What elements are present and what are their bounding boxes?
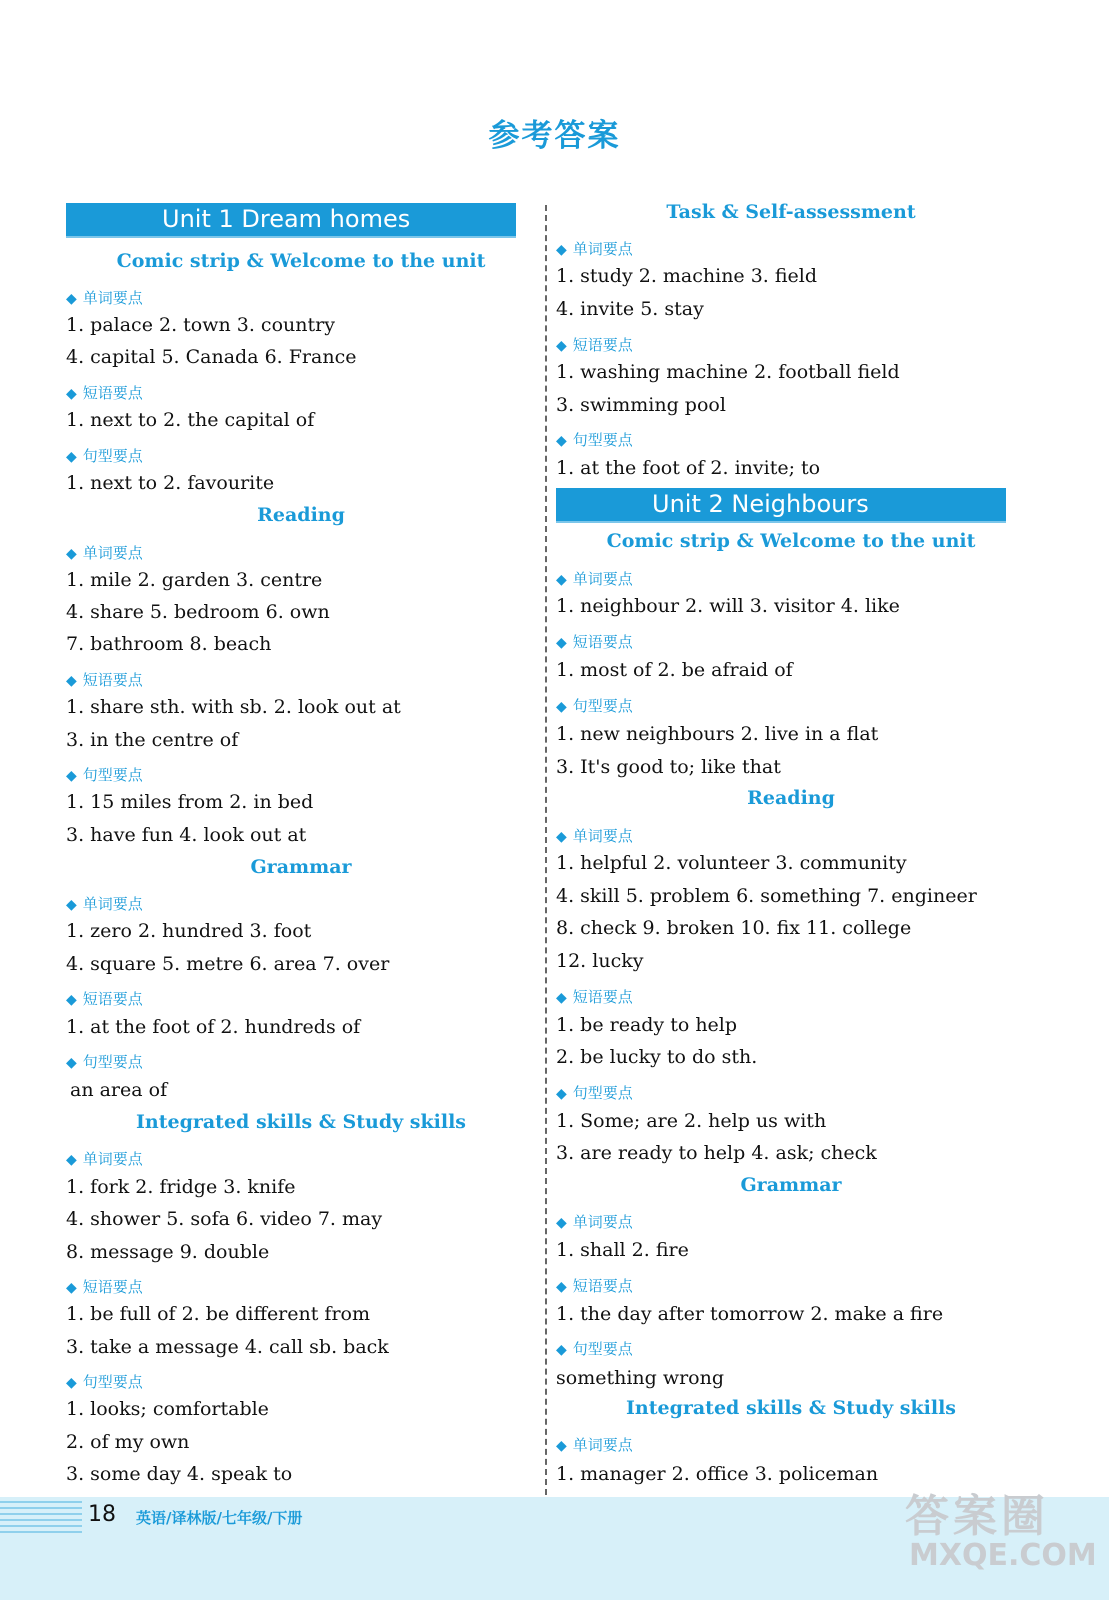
answer-line: 3. take a message 4. call sb. back	[66, 1336, 389, 1358]
answer-line: 1. most of 2. be afraid of	[556, 659, 793, 681]
diamond-icon: ◆	[556, 699, 567, 715]
answer-line: 3. swimming pool	[556, 394, 726, 416]
section-heading: Reading	[747, 787, 835, 809]
answer-line: 1. next to 2. favourite	[66, 472, 275, 494]
answer-line: 4. share 5. bedroom 6. own	[66, 601, 330, 623]
section-heading: Integrated skills & Study skills	[136, 1111, 466, 1133]
answer-line: 1. at the foot of 2. hundreds of	[66, 1016, 361, 1038]
answer-line: something wrong	[556, 1367, 725, 1389]
category-phrases: ◆ 短语要点	[556, 336, 633, 354]
watermark-logo	[905, 1480, 1095, 1590]
answer-line: 4. shower 5. sofa 6. video 7. may	[66, 1208, 383, 1230]
answer-line: 3. have fun 4. look out at	[66, 824, 307, 846]
diamond-icon: ◆	[66, 992, 77, 1008]
diamond-icon: ◆	[556, 829, 567, 845]
answer-line: 2. be lucky to do sth.	[556, 1046, 758, 1068]
answer-line: 1. study 2. machine 3. field	[556, 265, 818, 287]
answer-line: 1. at the foot of 2. invite; to	[556, 457, 821, 479]
answer-line: 1. palace 2. town 3. country	[66, 314, 335, 336]
answer-line: 1. manager 2. office 3. policeman	[556, 1463, 879, 1485]
diamond-icon: ◆	[556, 242, 567, 258]
answer-line: 4. invite 5. stay	[556, 298, 704, 320]
category-phrases: ◆ 短语要点	[556, 1277, 633, 1295]
category-sentences: ◆ 句型要点	[66, 1053, 143, 1071]
diamond-icon: ◆	[556, 1342, 567, 1358]
section-heading: Comic strip & Welcome to the unit	[606, 530, 976, 552]
category-phrases: ◆ 短语要点	[66, 671, 143, 689]
category-phrases: ◆ 短语要点	[66, 384, 143, 402]
category-sentences: ◆ 句型要点	[556, 697, 633, 715]
category-sentences: ◆ 句型要点	[556, 1340, 633, 1358]
category-sentences: ◆ 句型要点	[66, 447, 143, 465]
answer-line: 1. share sth. with sb. 2. look out at	[66, 696, 401, 718]
diamond-icon: ◆	[66, 897, 77, 913]
answer-line: 12. lucky	[556, 950, 644, 972]
answer-line: 3. are ready to help 4. ask; check	[556, 1142, 877, 1164]
column-divider	[545, 205, 547, 1495]
diamond-icon: ◆	[556, 572, 567, 588]
page-title: 参考答案	[488, 118, 621, 154]
answer-line: 3. some day 4. speak to	[66, 1463, 293, 1485]
section-heading: Grammar	[740, 1174, 842, 1196]
answer-line: 4. skill 5. problem 6. something 7. engineer	[556, 885, 977, 907]
section-heading: Comic strip & Welcome to the unit	[116, 250, 486, 272]
diamond-icon: ◆	[556, 1215, 567, 1231]
page-number: 18	[88, 1502, 116, 1527]
diamond-icon: ◆	[556, 635, 567, 651]
category-sentences: ◆ 句型要点	[66, 1373, 143, 1391]
category-words: ◆ 单词要点	[556, 1436, 633, 1454]
footer-stripes	[0, 1497, 82, 1537]
diamond-icon: ◆	[66, 546, 77, 562]
answer-line: 1. fork 2. fridge 3. knife	[66, 1176, 296, 1198]
answer-line: 4. capital 5. Canada 6. France	[66, 346, 357, 368]
category-phrases: ◆ 短语要点	[66, 990, 143, 1008]
answer-line: 1. 15 miles from 2. in bed	[66, 791, 314, 813]
diamond-icon: ◆	[556, 1086, 567, 1102]
answer-line: 1. neighbour 2. will 3. visitor 4. like	[556, 595, 900, 617]
answer-line: 8. check 9. broken 10. fix 11. college	[556, 917, 912, 939]
answer-line: 1. new neighbours 2. live in a flat	[556, 723, 879, 745]
answer-line: 1. the day after tomorrow 2. make a fire	[556, 1303, 944, 1325]
section-heading: Reading	[257, 504, 345, 526]
category-words: ◆ 单词要点	[66, 289, 143, 307]
diamond-icon: ◆	[556, 433, 567, 449]
answer-line: 2. of my own	[66, 1431, 190, 1453]
category-sentences: ◆ 句型要点	[556, 431, 633, 449]
watermark-bottom: MXQE.COM	[909, 1538, 1097, 1573]
category-words: ◆ 单词要点	[66, 895, 143, 913]
answer-line: 1. zero 2. hundred 3. foot	[66, 920, 312, 942]
diamond-icon: ◆	[556, 1279, 567, 1295]
category-sentences: ◆ 句型要点	[556, 1084, 633, 1102]
category-sentences: ◆ 句型要点	[66, 766, 143, 784]
answer-line: 8. message 9. double	[66, 1241, 270, 1263]
diamond-icon: ◆	[66, 768, 77, 784]
answer-line: 1. shall 2. fire	[556, 1239, 689, 1261]
category-words: ◆ 单词要点	[556, 827, 633, 845]
answer-line: 1. Some; are 2. help us with	[556, 1110, 827, 1132]
answer-line: 1. looks; comfortable	[66, 1398, 269, 1420]
answer-line: 1. helpful 2. volunteer 3. community	[556, 852, 907, 874]
diamond-icon: ◆	[66, 449, 77, 465]
answer-line: 1. mile 2. garden 3. centre	[66, 569, 323, 591]
answer-line: 4. square 5. metre 6. area 7. over	[66, 953, 390, 975]
answer-line: 1. be full of 2. be different from	[66, 1303, 370, 1325]
answer-line: 1. next to 2. the capital of	[66, 409, 315, 431]
unit-1-banner: Unit 1 Dream homes	[66, 203, 516, 236]
diamond-icon: ◆	[66, 1375, 77, 1391]
answer-line: an area of	[70, 1079, 168, 1101]
diamond-icon: ◆	[556, 1438, 567, 1454]
category-phrases: ◆ 短语要点	[66, 1278, 143, 1296]
answer-line: 3. in the centre of	[66, 729, 239, 751]
diamond-icon: ◆	[66, 1055, 77, 1071]
answer-line: 1. washing machine 2. football field	[556, 361, 900, 383]
watermark-top: 答案圈	[905, 1491, 1049, 1542]
answer-line: 7. bathroom 8. beach	[66, 633, 272, 655]
diamond-icon: ◆	[66, 1152, 77, 1168]
diamond-icon: ◆	[66, 291, 77, 307]
category-phrases: ◆ 短语要点	[556, 988, 633, 1006]
answer-line: 3. It's good to; like that	[556, 756, 781, 778]
section-heading: Task & Self-assessment	[666, 201, 916, 223]
unit-2-banner: Unit 2 Neighbours	[556, 488, 1006, 521]
diamond-icon: ◆	[556, 338, 567, 354]
category-words: ◆ 单词要点	[556, 1213, 633, 1231]
section-heading: Integrated skills & Study skills	[626, 1397, 956, 1419]
category-words: ◆ 单词要点	[66, 544, 143, 562]
book-info: 英语/译林版/七年级/下册	[136, 1509, 303, 1527]
diamond-icon: ◆	[66, 386, 77, 402]
diamond-icon: ◆	[66, 673, 77, 689]
diamond-icon: ◆	[556, 990, 567, 1006]
category-words: ◆ 单词要点	[556, 240, 633, 258]
answer-line: 1. be ready to help	[556, 1014, 738, 1036]
category-words: ◆ 单词要点	[66, 1150, 143, 1168]
category-phrases: ◆ 短语要点	[556, 633, 633, 651]
section-heading: Grammar	[250, 856, 352, 878]
category-words: ◆ 单词要点	[556, 570, 633, 588]
diamond-icon: ◆	[66, 1280, 77, 1296]
